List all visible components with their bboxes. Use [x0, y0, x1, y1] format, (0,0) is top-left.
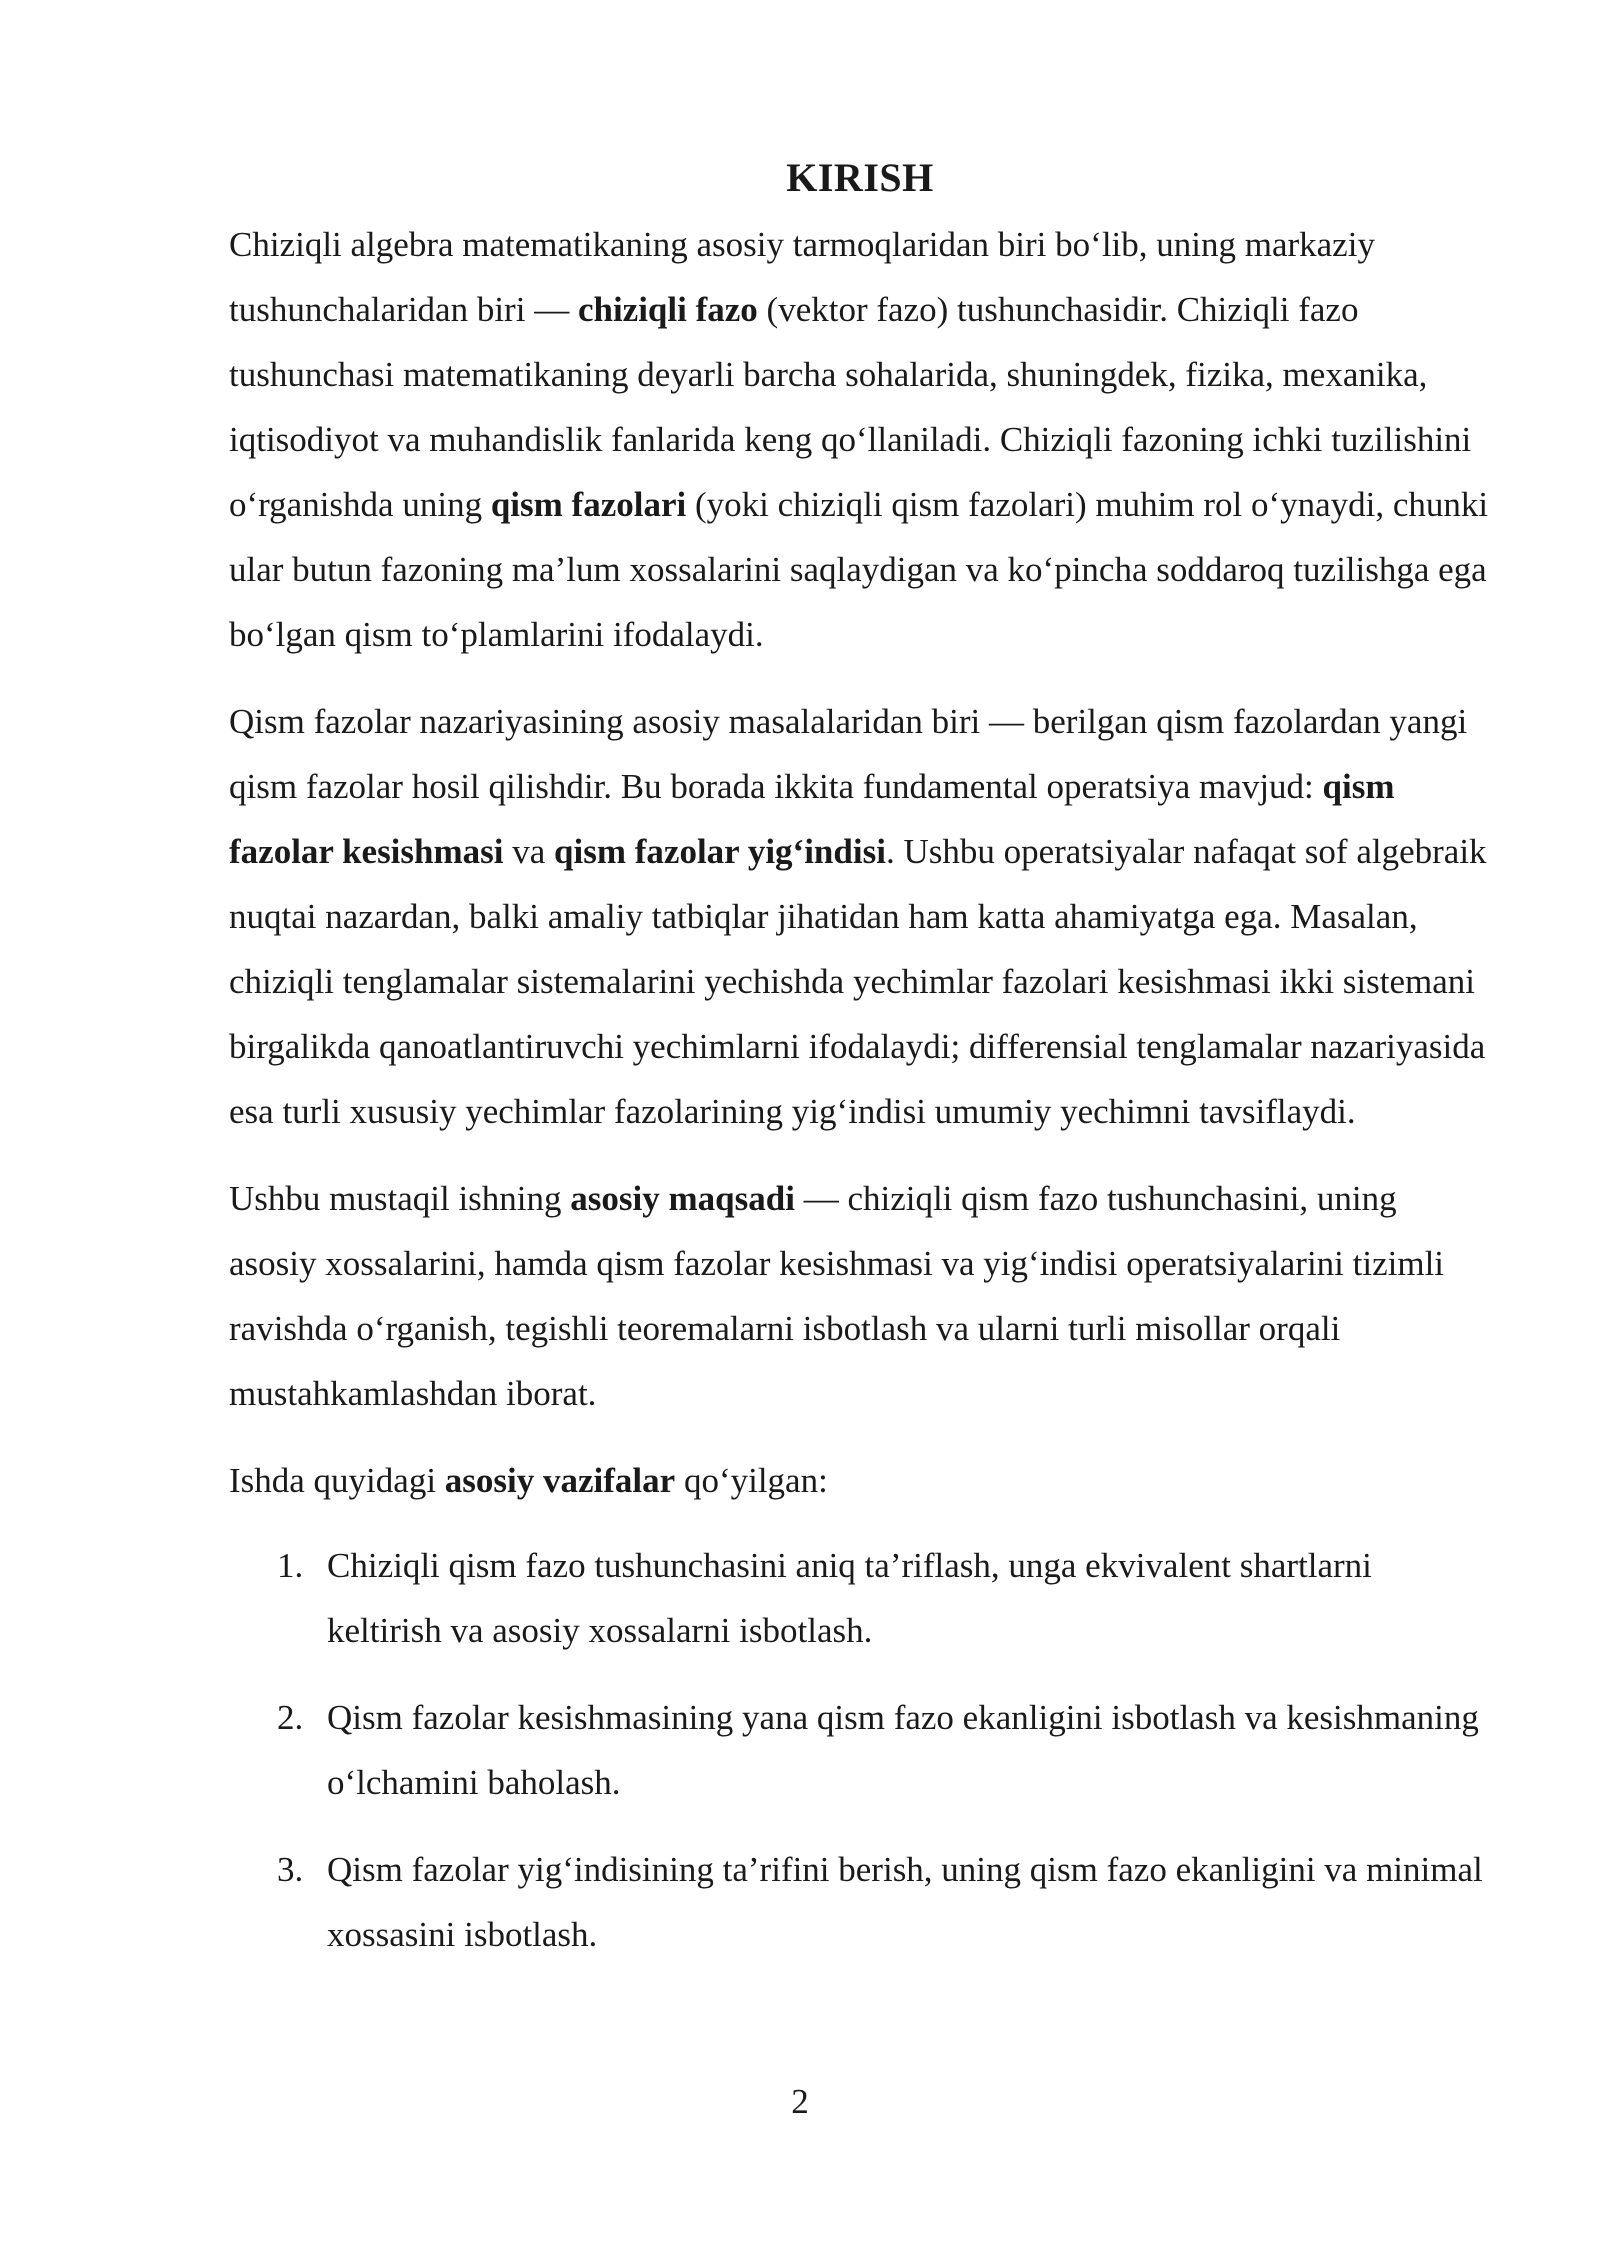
list-item-number: 2. [277, 1698, 304, 1737]
text-run: — chiziqli qism fazo tushunchasini, uning asosiy xossalarini, hamda qism fazolar kesishmasi va yig‘indisi operatsiyalarini tizimli ravishda o‘rganish, tegishli teoremalarni isbotlash va ularni turli misollar orqali mustahkamlashdan iborat. [229, 1179, 1445, 1413]
text-run: . Ushbu operatsiyalar nafaqat sof algebraik nuqtai nazardan, balki amaliy tatbiqlar jihatidan ham katta ahamiyatga ega. Masalan, chiziqli tenglamalar sistemalarini yechishda yechimlar fazolari kesishmasi ikki sistemani birgalikda qanoatlantiruvchi yechimlarni ifodalaydi; differensial tenglamalar nazariyasida esa turli xususiy yechimlar fazolarining yig‘indisi umumiy yechimni tavsiflaydi. [229, 832, 1487, 1131]
list-item-number: 1. [277, 1546, 304, 1585]
text-run: (yoki chiziqli qism fazolari) muhim rol o‘ynaydi, chunki ular butun fazoning ma’lum xossalarini saqlaydigan va ko‘pincha soddaroq tuzilishga ega bo‘lgan qism to‘plamlarini ifodalaydi. [229, 485, 1489, 654]
bold-term: qism fazolar yig‘indisi [554, 832, 886, 871]
bold-term: asosiy maqsadi [570, 1179, 795, 1218]
bold-term: chiziqli fazo [577, 290, 758, 329]
text-run: (vektor fazo) tushunchasidir. Chiziqli fazo tushunchasi matematikaning deyarli barcha sohalarida, shuningdek, fizika, mexanika, iqtisodiyot va muhandislik fanlarida keng qo‘llaniladi. Chiziqli fazoning ichki tuzilishini o‘rganishda uning [229, 290, 1472, 524]
list-item-text: Qism fazolar kesishmasining yana qism fazo ekanligini isbotlash va kesishmaning o‘lchamini baholash. [327, 1698, 1479, 1802]
page-number: 2 [791, 2082, 809, 2121]
bold-term: qism fazolari [490, 485, 687, 524]
intro-paragraph [229, 212, 1491, 667]
list-item-text: Chiziqli qism fazo tushunchasini aniq ta’riflash, unga ekvivalent shartlarni keltirish va asosiy xossalarni isbotlash. [327, 1546, 1372, 1650]
goal-paragraph [229, 1166, 1491, 1426]
list-item-number: 3. [277, 1850, 304, 1889]
text-run: qo‘yilgan: [675, 1461, 828, 1500]
list-item-text: Qism fazolar yig‘indisining ta’rifini berish, uning qism fazo ekanligini va minimal xossasini isbotlash. [327, 1850, 1483, 1954]
text-run: Qism fazolar nazariyasining asosiy masalalaridan biri — berilgan qism fazolardan yangi qism fazolar hosil qilishdir. Bu borada ikkita fundamental operatsiya mavjud: [229, 702, 1468, 806]
text-run: Ishda quyidagi [229, 1461, 445, 1500]
list-item [229, 1837, 1491, 1967]
page-title: KIRISH [786, 155, 934, 200]
document-page [229, 150, 1491, 1989]
text-run: va [503, 832, 555, 871]
bold-term: asosiy vazifalar [444, 1461, 676, 1500]
operations-paragraph [229, 689, 1491, 1144]
text-run: Chiziqli algebra matematikaning asosiy tarmoqlaridan biri bo‘lib, uning markaziy tushunchalaridan biri — [229, 225, 1375, 329]
text-run: Ushbu mustaqil ishning [229, 1179, 571, 1218]
tasks-intro-paragraph [229, 1448, 1491, 1513]
list-item [229, 1685, 1491, 1815]
list-item [229, 1533, 1491, 1663]
tasks-list [229, 1533, 1491, 1967]
bold-term: qism fazolar kesishmasi [229, 767, 1395, 871]
